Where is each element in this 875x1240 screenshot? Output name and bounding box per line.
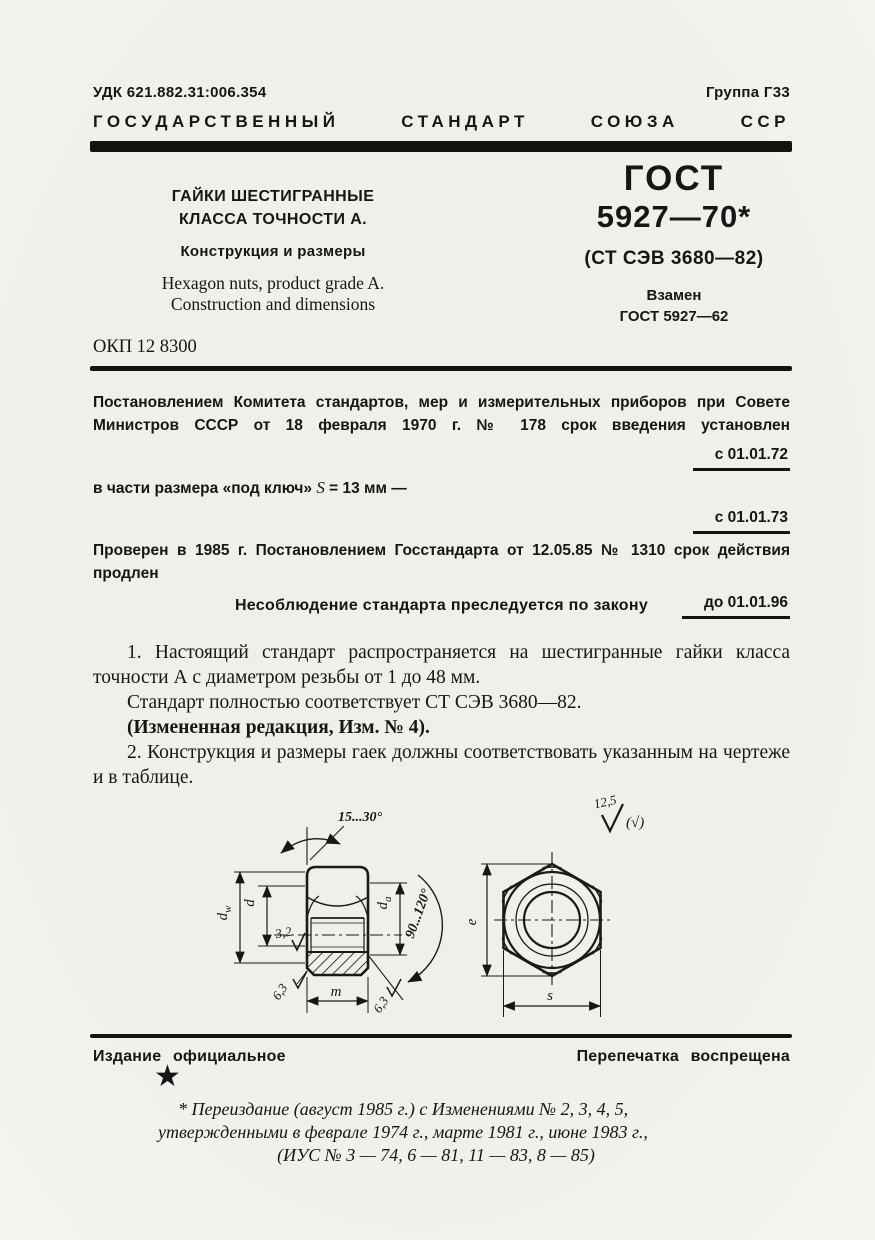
title-english-line2: Construction and dimensions [170, 294, 376, 314]
clause-2: 2. Конструкция и размеры гаек должны соответствовать указанным на чертеже и в таблице. [93, 742, 790, 788]
effective-date-3: до 01.01.96 [682, 591, 790, 619]
clause-1c: (Измененная редакция, Изм. № 4). [127, 717, 430, 738]
face-roughness-label-right: 6,3 [369, 993, 392, 1016]
replaces-reference: ГОСТ 5927—62 [619, 308, 729, 325]
title-block-russian [125, 185, 421, 315]
udk-code: УДК 621.882.31:006.354 [93, 84, 267, 101]
document-title-line2: КЛАССА ТОЧНОСТИ А. [179, 211, 367, 228]
d-dimension-label: d [242, 899, 258, 907]
general-roughness-value: 12,5 [592, 791, 618, 812]
effective-date-row-1 [93, 443, 790, 471]
document-title-english [125, 273, 421, 315]
title-english-line1: Hexagon nuts, product grade A. [161, 273, 385, 293]
reprint-forbidden-label: Перепечатка воспрещена [576, 1048, 790, 1065]
general-roughness-note: (√) [626, 815, 645, 831]
footnote-line3: (ИУС № 3 — 74, 6 — 81, 11 — 83, 8 — 85) [277, 1145, 595, 1165]
decree-paragraph-1: Постановлением Комитета стандартов, мер и измерительных приборов при Совете Министров СССР от 18 февраля 1970 г. № 178 срок введения установлен [93, 394, 790, 434]
da-letter: d [375, 902, 391, 910]
nut-drawing-figure [150, 785, 710, 1042]
horizontal-rule-bottom [90, 1034, 792, 1038]
dw-subscript: w [222, 905, 234, 913]
body-text [93, 640, 790, 790]
size-clause-suffix: = 13 мм — [329, 480, 407, 497]
official-edition-label: Издание официальное [93, 1048, 286, 1065]
thread-roughness-label: 3,2 [274, 923, 293, 942]
document-subtitle: Конструкция и размеры [180, 243, 366, 260]
title-block-designation [558, 159, 790, 327]
effective-date-1: с 01.01.72 [693, 443, 790, 471]
sev-reference: (СТ СЭВ 3680—82) [584, 248, 764, 269]
state-standard-banner: ГОСУДАРСТВЕННЫЙ СТАНДАРТ СОЮЗА ССР [93, 112, 790, 131]
banner-rule [90, 141, 792, 152]
technical-drawing [150, 785, 710, 1037]
footer-row [93, 1048, 790, 1066]
star-icon: ★ [154, 1060, 181, 1093]
replaces-label: Взамен [646, 287, 702, 304]
dw-letter: d [215, 912, 231, 921]
size-clause [93, 476, 790, 500]
reissue-footnote [158, 1098, 714, 1167]
gost-number: 5927—70* [596, 199, 752, 234]
document-title-line1: ГАЙКИ ШЕСТИГРАННЫЕ [171, 188, 375, 205]
law-notice: Несоблюдение стандарта преследуется по закону [234, 597, 649, 614]
m-dimension-label: m [330, 984, 342, 1000]
e-dimension-label: e [464, 918, 480, 926]
clause-1: 1. Настоящий стандарт распространяется на шестигранные гайки класса точности А с диаметром резьбы от 1 до 48 мм. [93, 642, 790, 688]
face-roughness-label-left: 6,3 [268, 980, 291, 1003]
decree-section [93, 391, 790, 624]
footnote-line1: * Переиздание (август 1985 г.) с Изменениями № 2, 3, 4, 5, [178, 1099, 629, 1119]
effective-date-row-2 [93, 506, 790, 534]
da-dimension-label [375, 896, 394, 910]
gost-word: ГОСТ [623, 159, 725, 198]
dw-dimension-label [215, 905, 234, 921]
classification-row [93, 84, 790, 101]
size-clause-prefix: в части размера «под ключ» [93, 480, 313, 497]
s-dimension-label: s [547, 988, 553, 1004]
chamfer-angle-label: 15...30° [337, 810, 383, 825]
clause-1b: Стандарт полностью соответствует СТ СЭВ 3680—82. [127, 692, 582, 713]
nut-top-view [481, 804, 623, 1017]
effective-date-2: с 01.01.73 [693, 506, 790, 534]
da-subscript: a [382, 896, 394, 902]
group-code: Группа Г33 [705, 84, 790, 101]
decree-paragraph-2: Проверен в 1985 г. Постановлением Госстандарта от 12.05.85 № 1310 срок действия продлен [93, 542, 790, 582]
okp-code: ОКП 12 8300 [93, 337, 197, 357]
horizontal-rule-top [90, 366, 792, 371]
size-symbol: S [316, 478, 325, 497]
countersink-angle-label: 90...120° [402, 887, 435, 941]
footnote-line2: утвержденными в феврале 1974 г., марте 1981 г., июне 1983 г., [158, 1122, 648, 1142]
replaces-block [558, 285, 790, 327]
